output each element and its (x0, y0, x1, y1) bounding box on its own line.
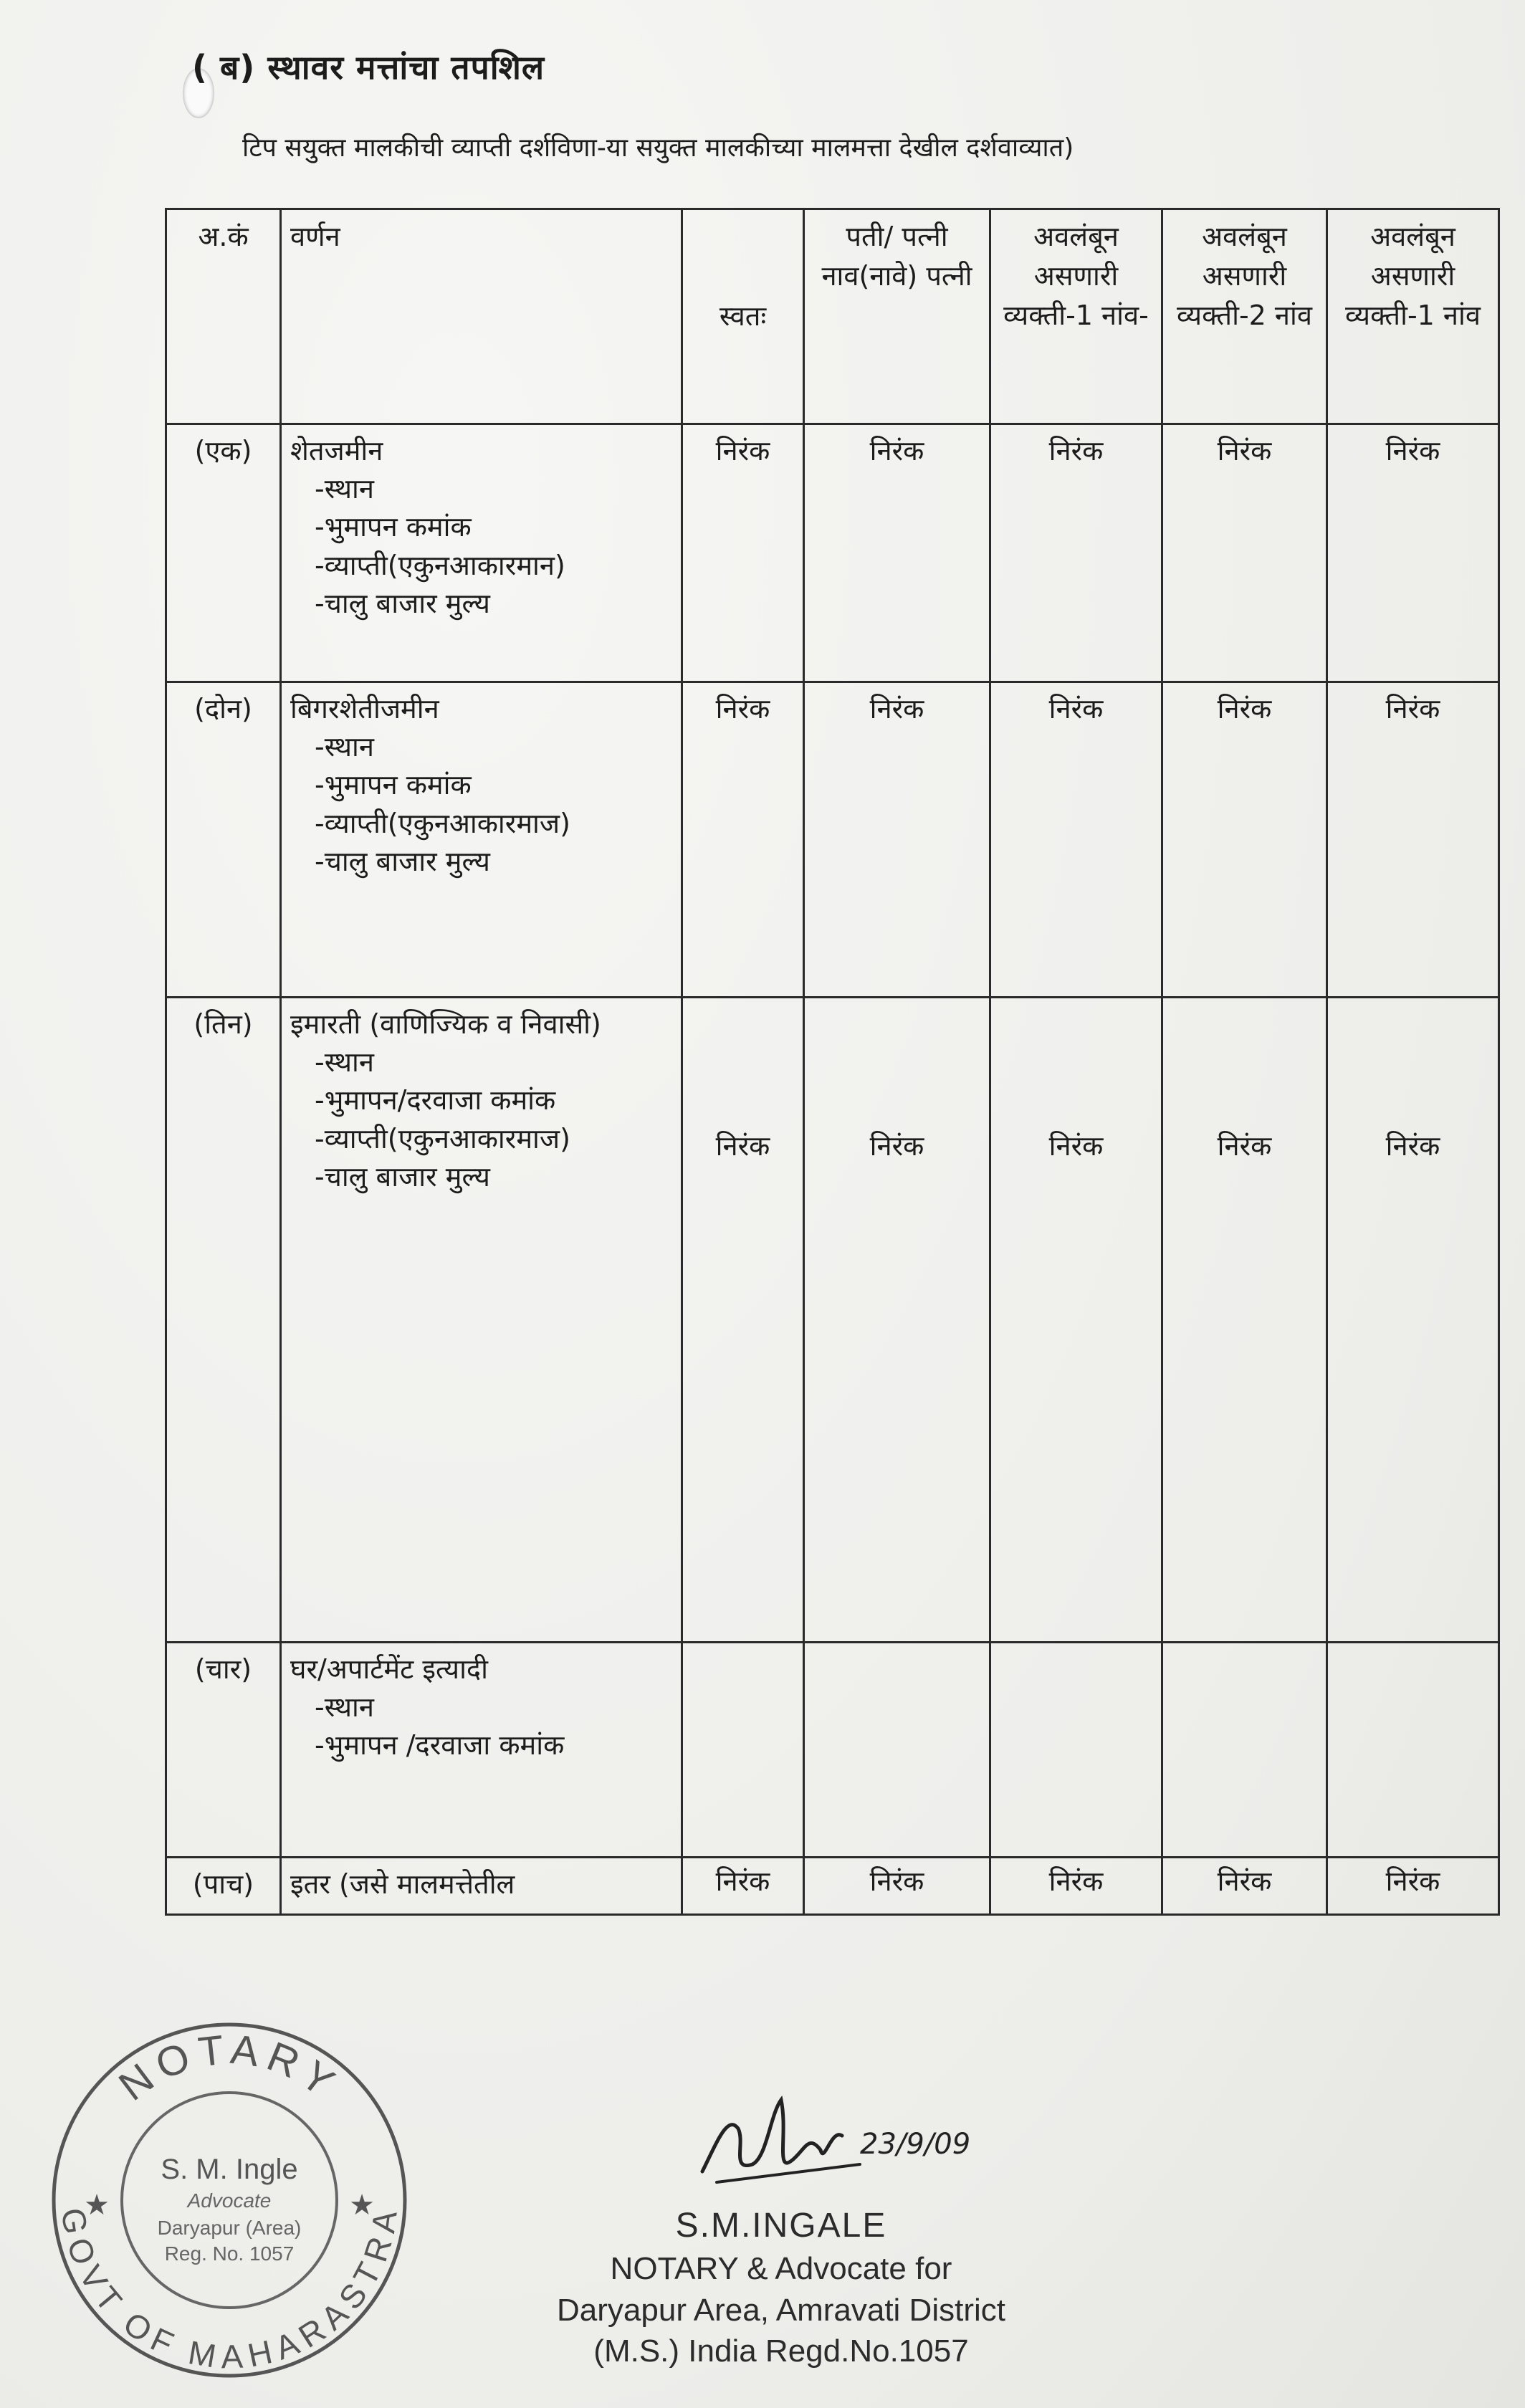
row-description (281, 1643, 682, 1858)
row-serial: (एक) (166, 424, 281, 682)
stamp-bottom-text: GOVT OF MAHARASTRA (54, 2205, 404, 2375)
row-item: -स्थान (315, 473, 374, 505)
cell-spouse: निरंक (804, 682, 990, 998)
signature (688, 2086, 989, 2200)
notary-line-1: NOTARY & Advocate for (610, 2251, 952, 2287)
row-item: -स्थान (315, 731, 374, 763)
row-serial: (पाच) (166, 1858, 281, 1915)
row-title: इतर (जसे मालमत्तेतील (290, 1868, 515, 1900)
row-serial: (चार) (166, 1643, 281, 1858)
cell-self: निरंक (682, 424, 804, 682)
cell-dependent-1: निरंक (990, 1858, 1162, 1915)
cell-dependent-2: निरंक (1162, 682, 1327, 998)
col-header-serial: अ.कं (166, 209, 281, 424)
stamp-role: Advocate (187, 2189, 272, 2212)
stamp-name: S. M. Ingle (161, 2154, 298, 2185)
stamp-star-right: ★ (349, 2189, 375, 2222)
row-item: -भुमापन कमांक (315, 769, 472, 801)
cell-spouse (804, 1643, 990, 1858)
cell-self (682, 1643, 804, 1858)
row-title: इमारती (वाणिज्यिक व निवासी) (290, 1008, 601, 1040)
row-title: घर/अपार्टमेंट इत्यादी (290, 1653, 488, 1685)
row-item: -भुमापन /दरवाजा कमांक (315, 1729, 565, 1762)
row-item: -व्याप्ती(एकुनआकारमान) (315, 549, 565, 581)
col-header-dependent-3: अवलंबून असणारी व्यक्ती-1 नांव (1327, 209, 1499, 424)
immovable-assets-table (165, 208, 1500, 1916)
cell-dependent-1: निरंक (990, 998, 1162, 1643)
col-header-description: वर्णन (281, 209, 682, 424)
cell-dependent-2: निरंक (1162, 998, 1327, 1643)
cell-dependent-3: निरंक (1327, 682, 1499, 998)
notary-line-2: Daryapur Area, Amravati District (557, 2292, 1005, 2328)
row-item: -व्याप्ती(एकुनआकारमाज) (315, 807, 570, 839)
cell-dependent-1: निरंक (990, 682, 1162, 998)
row-serial: (दोन) (166, 682, 281, 998)
col-header-dependent-1: अवलंबून असणारी व्यक्ती-1 नांव- (990, 209, 1162, 424)
cell-spouse: निरंक (804, 998, 990, 1643)
notary-details (459, 2204, 1104, 2371)
table-row (166, 998, 1499, 1643)
table-row (166, 1858, 1499, 1915)
row-item: -व्याप्ती(एकुनआकारमाज) (315, 1122, 570, 1155)
cell-dependent-2: निरंक (1162, 1858, 1327, 1915)
row-description (281, 424, 682, 682)
svg-text:NOTARY (110, 2026, 348, 2110)
stamp-area: Daryapur (Area) (157, 2217, 302, 2239)
cell-dependent-3: निरंक (1327, 998, 1499, 1643)
table-row (166, 1643, 1499, 1858)
cell-dependent-1 (990, 1643, 1162, 1858)
signature-date: 23/9/09 (860, 2128, 971, 2161)
cell-spouse: निरंक (804, 1858, 990, 1915)
row-item: -स्थान (315, 1691, 374, 1724)
col-header-spouse: पती/ पत्नी नाव(नावे) पत्नी (804, 209, 990, 424)
notary-line-3: (M.S.) India Regd.No.1057 (593, 2333, 969, 2369)
row-description (281, 998, 682, 1643)
row-item: -भुमापन/दरवाजा कमांक (315, 1084, 556, 1117)
col-header-self: स्वतः (682, 209, 804, 424)
table-row (166, 682, 1499, 998)
col-header-dependent-2: अवलंबून असणारी व्यक्ती-2 नांव (1162, 209, 1327, 424)
table-header-row (166, 209, 1499, 424)
notary-name: S.M.INGALE (675, 2207, 887, 2245)
row-item: -स्थान (315, 1046, 374, 1079)
table-row (166, 424, 1499, 682)
cell-dependent-1: निरंक (990, 424, 1162, 682)
notary-stamp (43, 2007, 416, 2379)
cell-self: निरंक (682, 998, 804, 1643)
cell-self: निरंक (682, 1858, 804, 1915)
cell-dependent-3 (1327, 1643, 1499, 1858)
row-description (281, 682, 682, 998)
cell-dependent-3: निरंक (1327, 424, 1499, 682)
row-item: -भुमापन कमांक (315, 511, 472, 543)
cell-self: निरंक (682, 682, 804, 998)
row-item: -चालु बाजार मुल्य (315, 587, 490, 619)
row-title: बिगरशेतीजमीन (290, 693, 439, 725)
row-title: शेतजमीन (290, 435, 383, 467)
row-item: -चालु बाजार मुल्य (315, 1160, 490, 1193)
row-serial: (तिन) (166, 998, 281, 1643)
row-item: -चालु बाजार मुल्य (315, 845, 490, 877)
section-heading: ( ब) स्थावर मत्तांचा तपशिल (192, 48, 545, 87)
cell-dependent-2: निरंक (1162, 424, 1327, 682)
stamp-top-text: NOTARY (110, 2025, 349, 2111)
cell-dependent-2 (1162, 1643, 1327, 1858)
stamp-star-left: ★ (84, 2189, 110, 2222)
cell-dependent-3: निरंक (1327, 1858, 1499, 1915)
row-description (281, 1858, 682, 1915)
stamp-reg: Reg. No. 1057 (164, 2242, 295, 2265)
section-note: टिप सयुक्त मालकीची व्याप्ती दर्शविणा-या सयुक्त मालकीच्या मालमत्ता देखील दर्शवाव्यात) (242, 133, 1074, 163)
cell-spouse: निरंक (804, 424, 990, 682)
